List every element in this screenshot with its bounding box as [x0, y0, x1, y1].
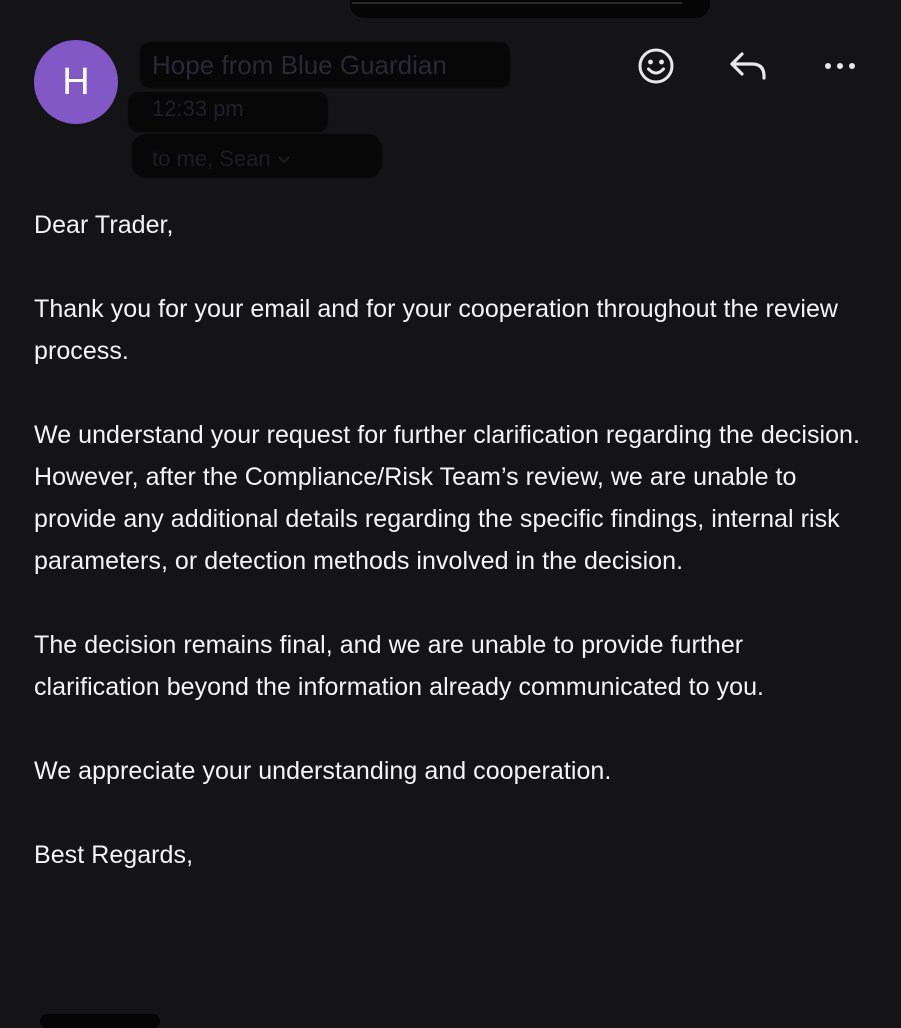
body-paragraph-2: We understand your request for further clarification regarding the decision. However, after the Compliance/Risk Team’s review, we are unable to provide any additional details regarding the specific findings, internal risk parameters, or detection methods involved in the decision.: [34, 421, 861, 575]
email-body: [34, 204, 874, 918]
add-reaction-button[interactable]: [634, 44, 678, 88]
sender-name[interactable]: Hope from Blue Guardian: [152, 50, 447, 80]
sent-time: 12:33 pm: [152, 96, 244, 121]
reply-icon: [726, 46, 770, 86]
reply-button[interactable]: [726, 44, 770, 88]
more-options-button[interactable]: [818, 44, 862, 88]
recipients-toggle[interactable]: [152, 146, 291, 172]
redaction-mark-signature: [40, 1014, 160, 1028]
greeting: Dear Trader,: [34, 211, 174, 239]
smiley-icon: [636, 46, 676, 86]
sender-avatar[interactable]: [34, 40, 118, 124]
body-paragraph-1: Thank you for your email and for your cooperation throughout the review process.: [34, 295, 839, 365]
chevron-down-icon: [277, 146, 291, 171]
email-header: [0, 0, 901, 190]
body-paragraph-4: We appreciate your understanding and cooperation.: [34, 757, 612, 785]
avatar-initial: H: [62, 60, 90, 103]
closing: Best Regards,: [34, 841, 194, 869]
more-horizontal-icon: [820, 58, 860, 74]
recipients-text: to me, Sean: [152, 146, 271, 171]
body-paragraph-3: The decision remains final, and we are unable to provide further clarification beyond the information already communicated to you.: [34, 631, 765, 701]
